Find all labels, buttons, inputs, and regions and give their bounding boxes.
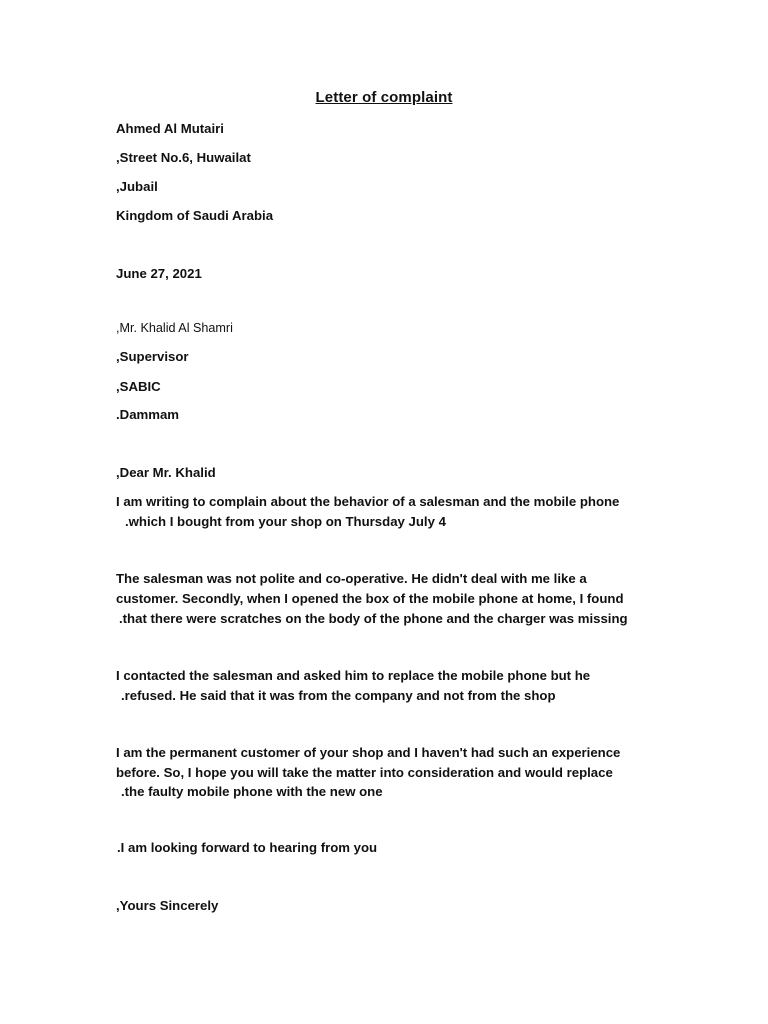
paragraph-4-line-2: before. So, I hope you will take the matter into consideration and would replace	[116, 765, 613, 780]
paragraph-3-line-2: .refused. He said that it was from the company and not from the shop	[121, 688, 556, 703]
sender-name: Ahmed Al Mutairi	[116, 121, 224, 136]
paragraph-1-line-2: .which I bought from your shop on Thursday July 4	[125, 514, 446, 529]
paragraph-4-line-1: I am the permanent customer of your shop and I haven't had such an experience	[116, 745, 621, 760]
letter-date: June 27, 2021	[116, 266, 202, 281]
paragraph-1-line-1: I am writing to complain about the behavior of a salesman and the mobile phone	[116, 494, 620, 509]
document-title: Letter of complaint	[315, 89, 453, 106]
closing: ,Yours Sincerely	[116, 898, 219, 913]
recipient-city: .Dammam	[116, 407, 180, 422]
paragraph-2-line-1: The salesman was not polite and co-operative. He didn't deal with me like a	[116, 571, 587, 586]
sender-city: ,Jubail	[116, 179, 158, 194]
paragraph-3-line-1: I contacted the salesman and asked him to replace the mobile phone but he	[116, 668, 591, 683]
sender-street: ,Street No.6, Huwailat	[116, 150, 251, 165]
paragraph-4-line-3: .the faulty mobile phone with the new one	[121, 784, 383, 799]
sender-country: Kingdom of Saudi Arabia	[116, 208, 274, 223]
paragraph-2-line-2: customer. Secondly, when I opened the box of the mobile phone at home, I found	[116, 591, 624, 606]
paragraph-2-line-3: .that there were scratches on the body of the phone and the charger was missing	[119, 611, 628, 626]
paragraph-5-line-1: .I am looking forward to hearing from you	[117, 840, 378, 855]
recipient-name: ,Mr. Khalid Al Shamri	[116, 321, 233, 335]
recipient-title: ,Supervisor	[116, 349, 189, 364]
salutation: ,Dear Mr. Khalid	[116, 465, 216, 480]
recipient-company: ,SABIC	[116, 379, 161, 394]
